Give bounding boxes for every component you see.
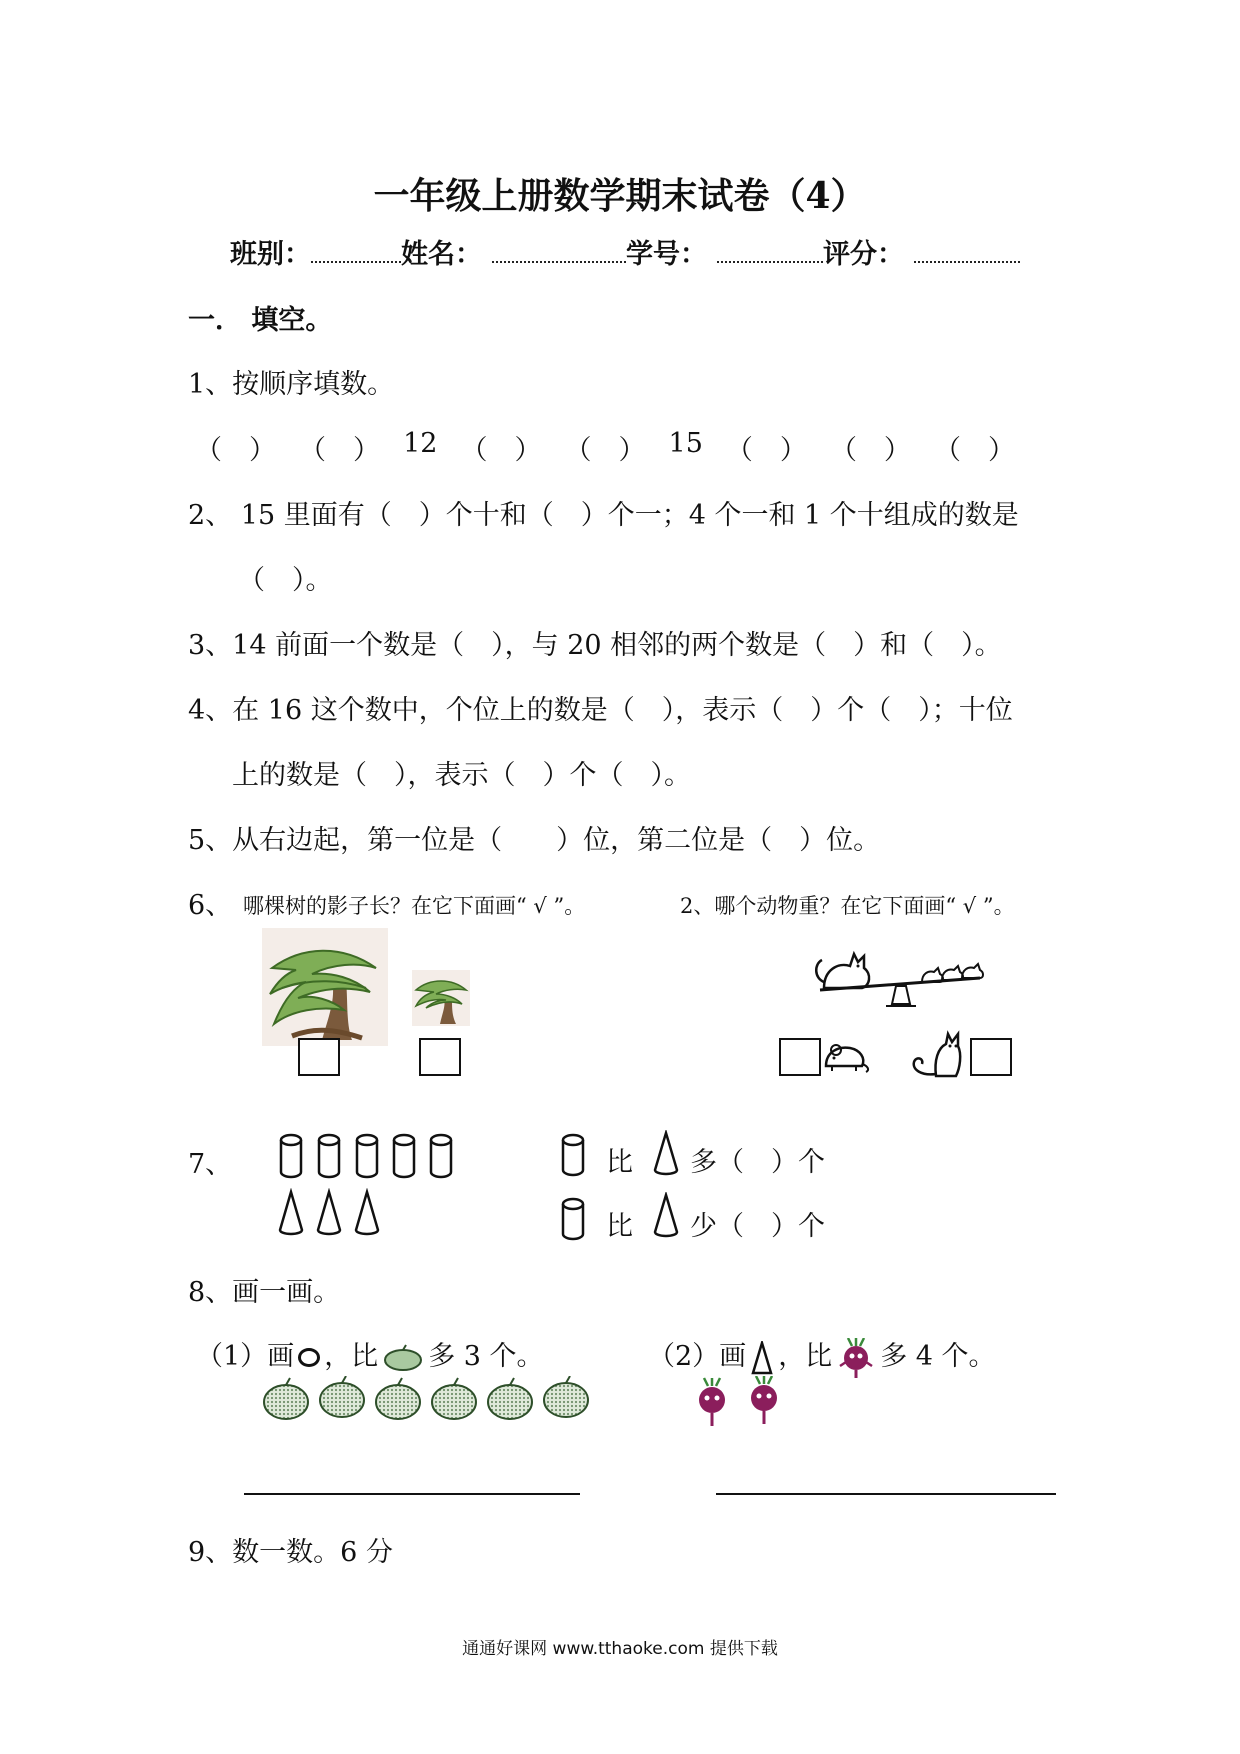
question-2-line-1: 2、 15 里面有（ ）个十和（ ）个一；4 个一和 1 个十组成的数是	[188, 500, 1019, 531]
small-tree-image	[412, 970, 470, 1026]
part-1-prefix: （1）画	[196, 1341, 295, 1372]
question-6-number: 6、	[188, 890, 233, 921]
compare-word: 比	[606, 1147, 633, 1178]
question-4-line-1: 4、在 16 这个数中，个位上的数是（ ），表示（ ）个（ ）；十位	[188, 695, 1013, 726]
question-2-line-2: （ ）。	[238, 565, 333, 596]
sequence-item[interactable]: （ ）	[299, 435, 381, 466]
cylinder-icon	[560, 1132, 586, 1178]
question-6-part-1: 哪棵树的影子长？在它下面画“ √ ”。	[243, 894, 586, 918]
question-3: 3、14 前面一个数是（ ），与 20 相邻的两个数是（ ）和（ ）。	[188, 630, 1002, 661]
answer-line-1[interactable]	[244, 1493, 580, 1495]
sequence-item[interactable]: （ ）	[195, 435, 276, 466]
part-1-suffix: 多 3 个。	[428, 1341, 544, 1372]
part-2-suffix: 多 4 个。	[880, 1341, 996, 1372]
circle-icon	[298, 1348, 320, 1367]
student-info-row	[230, 232, 1020, 271]
number-sequence	[195, 428, 1015, 467]
less-than-blank: 少（ ）个	[690, 1211, 825, 1242]
sequence-item[interactable]: （ ）	[933, 435, 1015, 466]
score-field[interactable]	[914, 239, 1020, 263]
student-number-field[interactable]	[717, 239, 823, 263]
question-5: 5、从右边起，第一位是（ ）位，第二位是（ ）位。	[188, 825, 881, 856]
question-8-part-2	[648, 1334, 996, 1378]
compare-word: 比	[606, 1211, 633, 1242]
name-label: 姓名：	[401, 239, 482, 270]
score-label: 评分：	[823, 239, 904, 270]
cones-row	[276, 1188, 386, 1238]
question-4-line-2: 上的数是（ ），表示（ ）个（ ）。	[232, 760, 691, 791]
answer-box-cat[interactable]	[970, 1038, 1012, 1076]
triangle-icon	[750, 1341, 774, 1375]
question-1: 1、按顺序填数。	[188, 369, 395, 400]
big-tree-image	[262, 928, 388, 1046]
radish-icon	[838, 1338, 874, 1378]
sequence-item[interactable]: （ ）	[564, 435, 646, 466]
mouse-icon	[822, 1040, 872, 1074]
question-8: 8、画一画。	[188, 1277, 341, 1308]
cylinders-row	[276, 1130, 456, 1180]
answer-box-mice[interactable]	[779, 1038, 821, 1076]
cone-icon	[652, 1130, 680, 1178]
page-title: 一年级上册数学期末试卷（4）	[373, 175, 867, 217]
sequence-item: 15	[668, 428, 703, 459]
answer-box-small-tree[interactable]	[419, 1038, 461, 1076]
apple-icon	[382, 1344, 424, 1372]
more-than-blank: 多（ ）个	[690, 1147, 825, 1178]
part-1-mid: ，比	[324, 1341, 379, 1372]
answer-line-2[interactable]	[716, 1493, 1056, 1495]
footer-credit: 通通好课网 www.tthaoke.com 提供下载	[462, 1639, 778, 1659]
question-8-part-1	[196, 1334, 544, 1373]
cone-icon	[652, 1192, 680, 1240]
question-9: 9、数一数。6 分	[188, 1537, 393, 1568]
radishes-row	[690, 1376, 790, 1428]
sequence-item[interactable]: （ ）	[460, 435, 542, 466]
part-2-mid: ，比	[778, 1341, 833, 1372]
sequence-item: 12	[403, 428, 438, 459]
section-heading: 一． 填空。	[188, 305, 333, 336]
cat-icon	[906, 1030, 966, 1080]
part-2-prefix: （2）画	[648, 1341, 747, 1372]
question-6-part-2: 2、哪个动物重？在它下面画“ √ ”。	[680, 894, 1015, 918]
sequence-item[interactable]: （ ）	[725, 435, 807, 466]
seesaw-cat-mice-image	[810, 930, 990, 1010]
class-label: 班别：	[230, 239, 311, 270]
cylinder-icon	[560, 1196, 586, 1242]
question-7-number: 7、	[188, 1149, 233, 1180]
name-field[interactable]	[492, 239, 626, 263]
apples-row	[262, 1376, 602, 1422]
sequence-item[interactable]: （ ）	[829, 435, 911, 466]
student-number-label: 学号：	[626, 239, 707, 270]
answer-box-big-tree[interactable]	[298, 1038, 340, 1076]
class-field[interactable]	[311, 239, 401, 263]
